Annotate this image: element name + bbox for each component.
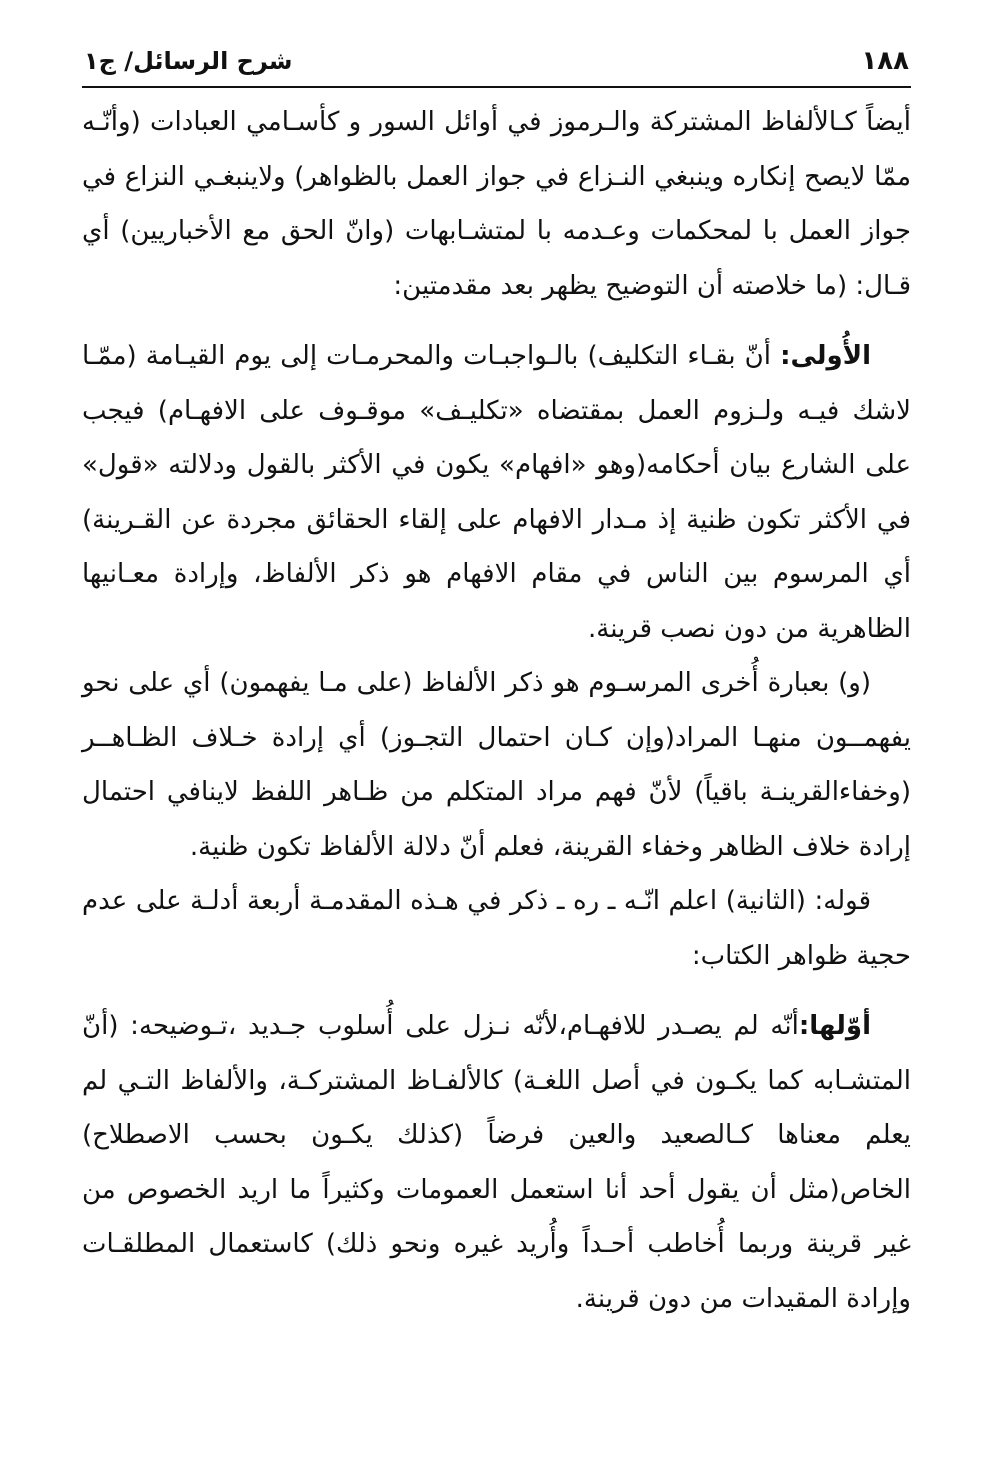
header-rule bbox=[82, 86, 911, 88]
paragraph-1 bbox=[82, 95, 911, 313]
paragraph-5 bbox=[82, 999, 911, 1326]
paragraph-2 bbox=[82, 329, 911, 656]
paragraph-2-text: أنّ بقـاء التكليف) بالـواجبـات والمحرمـات إلى يوم القيـامة (ممّـا لاشك فيـه ولـزوم العمل بمقتضاه «تكليـف» موقـوف على الافهـام) فيجب على الشارع بيان أحكامه(وهو «افهام» يكون في الأكثر بالقول ودلالته «قول» في الأكثر تكون ظنية إذ مـدار الافهام على إلقاء الحقائق مجردة عن القـرينة) أي المرسوم بين الناس في مقام الافهام هو ذكر الألفاظ، وإرادة معـانيها الظاهرية من دون نصب قرينة. bbox=[82, 341, 911, 644]
paragraph-4-text: قوله: (الثانية) اعلم انّـه ـ ره ـ ذكر في هـذه المقدمـة أربعة أدلـة على عدم حجية ظواهر الكتاب: bbox=[82, 886, 911, 971]
page-number: ١٨٨ bbox=[861, 46, 909, 76]
running-title: شرح الرسائل/ ج١ bbox=[84, 47, 293, 75]
running-head bbox=[84, 40, 909, 82]
paragraph-2-lead: الأُولى: bbox=[780, 341, 871, 371]
paragraph-5-lead: أوّلها: bbox=[798, 1011, 871, 1041]
paragraph-3-text: (و) بعبارة أُخرى المرسـوم هو ذكر الألفاظ (على مـا يفهمون) أي على نحو يفهمــون منهـا المراد(وإن كـان احتمال التجـوز) أي إرادة خـلاف الظـاهــر (وخفاءالقرينـة باقياً) لأنّ فهم مراد المتكلم من ظـاهر اللفظ لاينافي احتمال إرادة خلاف الظاهر وخفاء القرينة، فعلم أنّ دلالة الألفاظ تكون ظنية. bbox=[82, 668, 911, 862]
body-text bbox=[82, 95, 911, 1326]
paragraph-1-text: أيضاً كـالألفاظ المشتركة والـرموز في أوائل السور و كأسـامي العبادات (وأنّـه ممّا لايصح إنكاره وينبغي النـزاع في جواز العمل بالظواهر) ولاينبغـي النزاع في جواز العمل با لمحكمات وعـدمه با لمتشـابهات (وانّ الحق مع الأخباريين) أي قـال: (ما خلاصته أن التوضيح يظهر بعد مقدمتين: bbox=[82, 107, 911, 301]
paragraph-3 bbox=[82, 656, 911, 874]
paragraph-5-text: أنّه لم يصـدر للافهـام،لأنّه نـزل على أُسلوب جـديد ،تـوضيحه: (أنّ المتشـابه كما يكـون في أصل اللغـة) كالألفـاظ المشتركـة، والألفاظ التـي لم يعلم معناها كـالصعيد والعين فرضاً (كذلك يكـون بحسب الاصطلاح) الخاص(مثل أن يقول أحد أنا استعمل العمومات وكثيراً ما اريد الخصوص من غير قرينة وربما أُخاطب أحـداً وأُريد غيره ونحو ذلك) كاستعمال المطلقـات وإرادة المقيدات من دون قرينة. bbox=[82, 1011, 911, 1314]
paragraph-4 bbox=[82, 874, 911, 983]
